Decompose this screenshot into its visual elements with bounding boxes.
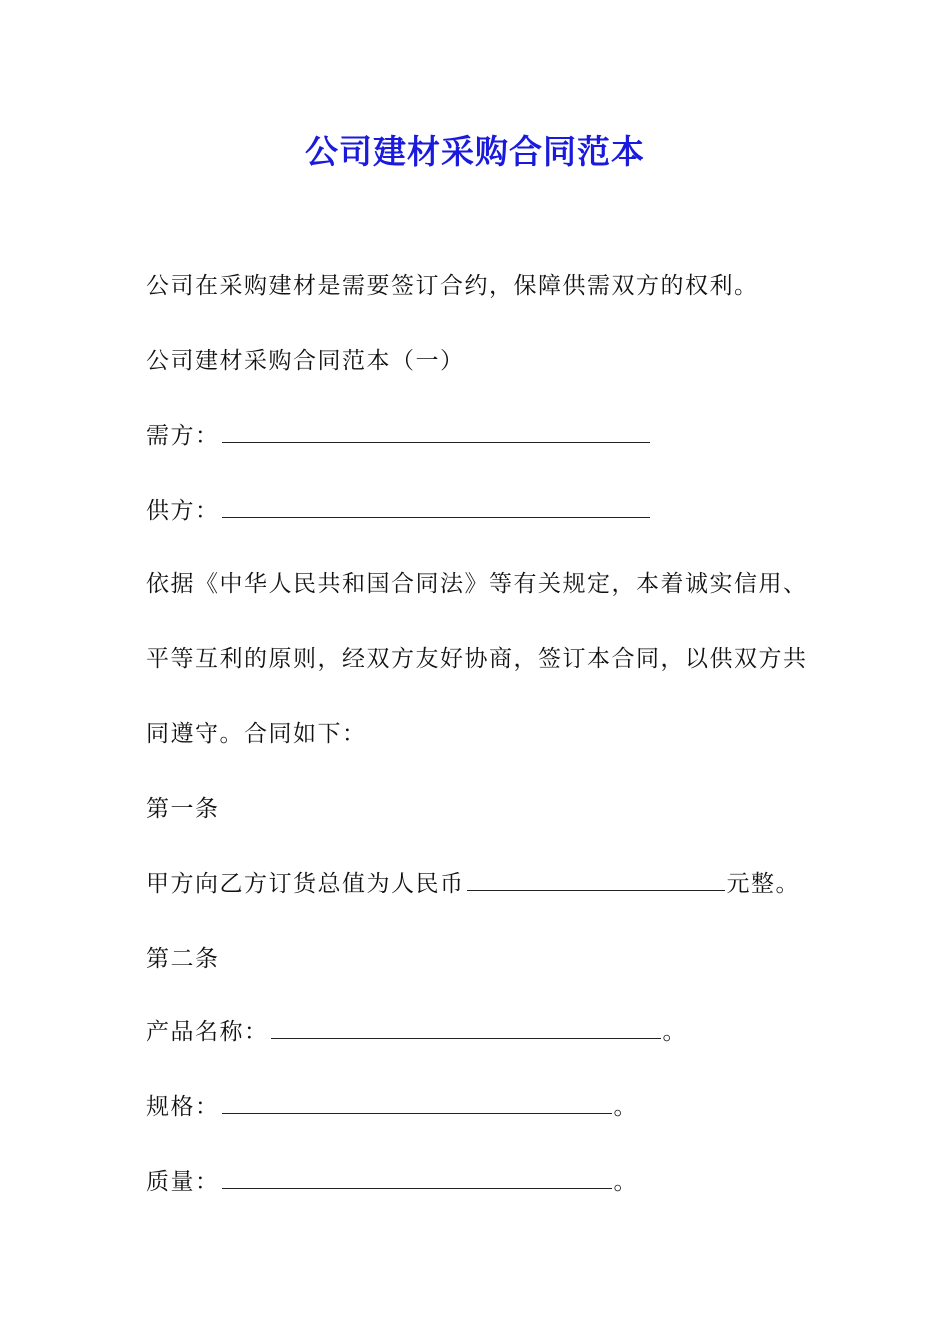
spec-period: 。	[613, 1094, 638, 1120]
article1-heading: 第一条	[146, 796, 220, 822]
spec-blank	[222, 1091, 612, 1114]
preamble-line-3: 同遵守。合同如下：	[146, 721, 367, 747]
section-heading: 公司建材采购合同范本（一）	[146, 348, 465, 374]
article1-text	[146, 868, 800, 900]
buyer-blank	[222, 420, 650, 443]
article1-text-after: 元整。	[726, 871, 800, 897]
supplier-label: 供方：	[146, 498, 220, 524]
product-name-line	[146, 1016, 687, 1048]
supplier-blank	[222, 495, 650, 518]
document-title: 公司建材采购合同范本	[305, 132, 645, 171]
quality-line	[146, 1166, 638, 1198]
buyer-line	[146, 420, 652, 452]
buyer-label: 需方：	[146, 423, 220, 449]
supplier-line	[146, 495, 652, 527]
product-name-period: 。	[662, 1019, 687, 1045]
preamble-line-1: 依据《中华人民共和国合同法》等有关规定，本着诚实信用、	[146, 571, 808, 597]
preamble-line-2: 平等互利的原则，经双方友好协商，签订本合同，以供双方共	[146, 646, 808, 672]
quality-period: 。	[613, 1169, 638, 1195]
amount-blank	[467, 868, 725, 891]
quality-blank	[222, 1166, 612, 1189]
product-name-label: 产品名称：	[146, 1019, 269, 1045]
spec-line	[146, 1091, 638, 1123]
quality-label: 质量：	[146, 1169, 220, 1195]
article2-heading: 第二条	[146, 946, 220, 972]
article1-text-before: 甲方向乙方订货总值为人民币	[146, 871, 465, 897]
product-name-blank	[271, 1016, 661, 1039]
intro-paragraph: 公司在采购建材是需要签订合约，保障供需双方的权利。	[146, 273, 759, 299]
spec-label: 规格：	[146, 1094, 220, 1120]
